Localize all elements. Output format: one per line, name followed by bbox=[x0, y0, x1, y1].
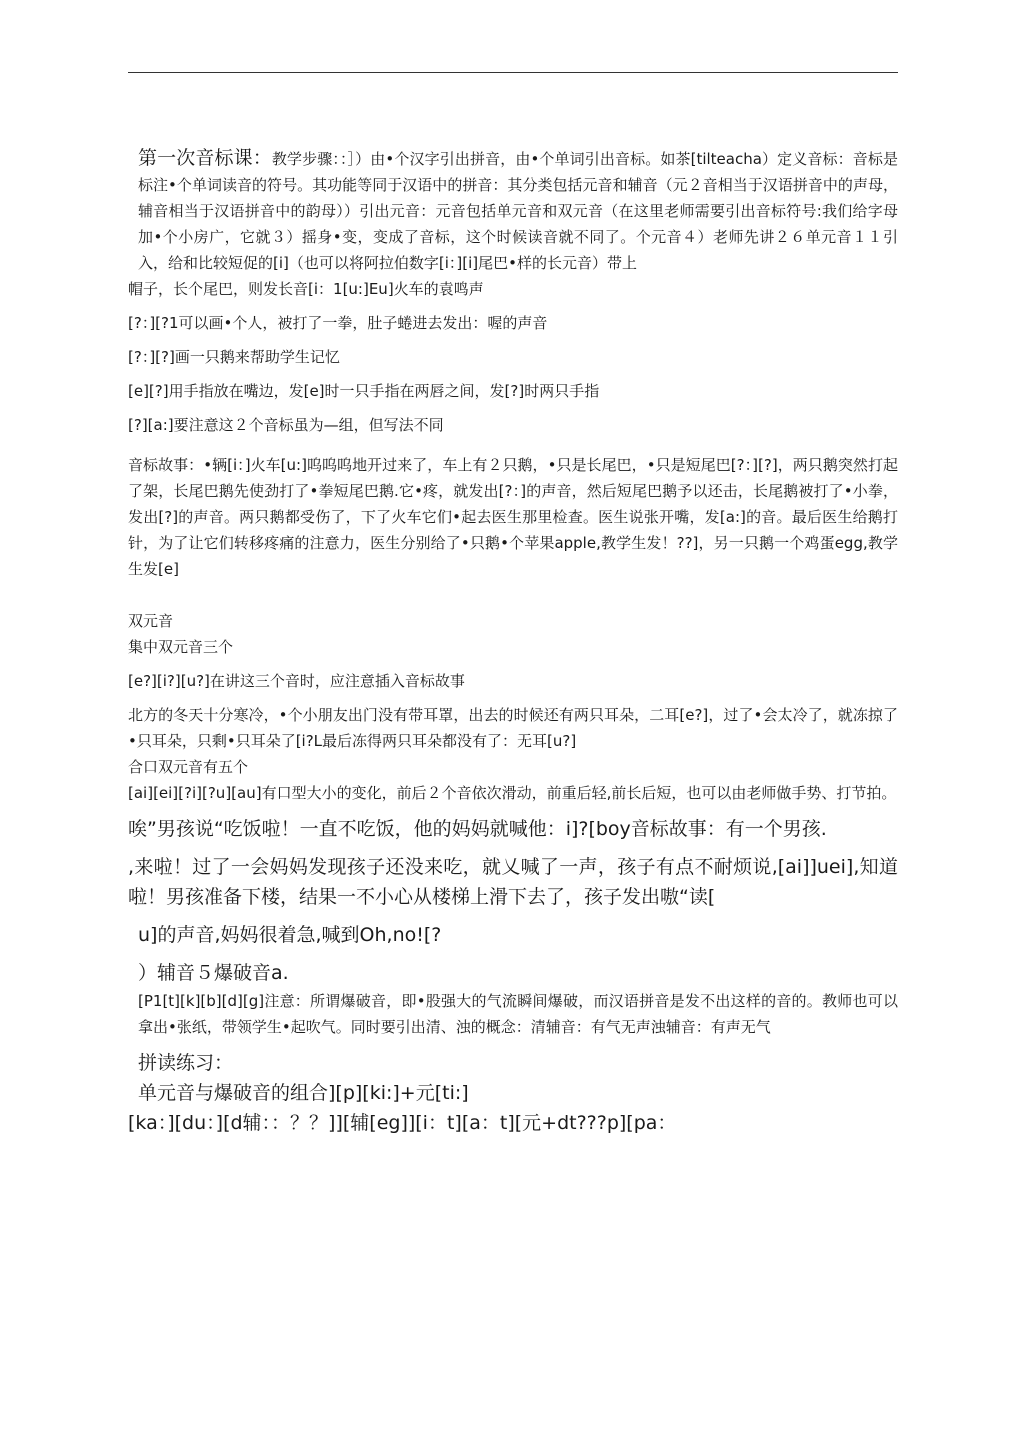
line-finger: [e][?]用手指放在嘴边，发[e]时一只手指在两唇之间，发[?]时两只手指 bbox=[128, 382, 600, 400]
practice-title: 拼读练习： bbox=[138, 1052, 234, 1074]
practice-line-2: [ka：][du：][d辅：：？？]][辅[eg]][i：t][a：t][元+dt???p][pa： bbox=[128, 1112, 677, 1134]
line-pair: [?][a:]要注意这２个音标虽为—组，但写法不同 bbox=[128, 416, 444, 434]
boy-story-part1: 唉”男孩说“吃饭啦！一直不吃饭，他的妈妈就喊他：i]?[boy音标故事：有一个男孩. bbox=[128, 818, 827, 840]
boy-story-part2: ,来啦！过了一会妈妈发现孩子还没来吃，就乂喊了一声，孩子有点不耐烦说,[ai]]uei],知道啦！男孩准备下楼，结果一不小心从楼梯上滑下去了，孩子发出嗷“读[ bbox=[128, 856, 898, 908]
winter-story: 北方的冬天十分寒冷，•个小朋友出门没有带耳罩，出去的时候还有两只耳朵，二耳[e?]，过了•会太冷了，就冻掠了•只耳朵，只剩•只耳朵了[i?L最后冻得两只耳朵都没有了：无耳[u?] bbox=[128, 706, 898, 750]
closing-diphthong-title: 合口双元音有五个 bbox=[128, 758, 249, 776]
practice-line-1: 单元音与爆破音的组合][p][ki:]+元[ti:] bbox=[138, 1082, 469, 1104]
plosive-line: [P1[t][k][b][d][g]注意：所谓爆破音，即•股强大的气流瞬间爆破，而汉语拼音是发不出这样的音的。教师也可以拿出•张纸，带领学生•起吹气。同时要引出清、浊的概念：清辅音：有气无声浊辅音：有声无气 bbox=[138, 992, 898, 1036]
central-diphthong-line: [e?][i?][u?]在讲这三个音时，应注意插入音标故事 bbox=[128, 672, 465, 690]
line-hat: 帽子，长个尾巴，则发长音[i：1[u:]Eu]火车的袁鸣声 bbox=[128, 280, 484, 298]
line-punch: [?：][?1可以画•个人，被打了一拳，肚子蜷进去发出：喔的声音 bbox=[128, 314, 548, 332]
intro-title: 第一次音标课： bbox=[138, 147, 272, 169]
central-diphthong-title: 集中双元音三个 bbox=[128, 638, 234, 656]
header-rule bbox=[128, 72, 898, 73]
document-body bbox=[128, 145, 898, 1138]
diphthong-title: 双元音 bbox=[128, 612, 174, 630]
consonant-title: ）辅音５爆破音a. bbox=[138, 962, 289, 984]
intro-body: 教学步骤：：］）由•个汉字引出拼音，由•个单词引出音标。如茶[tilteacha）定义音标：音标是标注•个单词读音的符号。其功能等同于汉语中的拼音：其分类包括元音和辅音（元２音相当于汉语拼音中的声母，辅音相当于汉语拼音中的韵母））引出元音：元音包括单元音和双元音（在这里老师需要引出音标符号:我们给字母加•个小房广，它就３）摇身•变，变成了音标，这个时候读音就不同了。个元音４）老师先讲２６单元音１１引入，给和比较短促的[i]（也可以将阿拉伯数字[i：][i]尾巴•样的长元音）带上 bbox=[138, 150, 898, 272]
boy-story-part3: u]的声音,妈妈很着急,喊到Oh,no![? bbox=[138, 924, 442, 946]
goose-story: 音标故事：•辆[i：]火车[u:]呜呜呜地开过来了，车上有２只鹅，•只是长尾巴，•只是短尾巴[?：][?]，两只鹅突然打起了架，长尾巴鹅先使劲打了•拳短尾巴鹅.它•疼，就发出[?：]的声音，然后短尾巴鹅予以还击，长尾鹅被打了•小拳，发出[?]的声音。两只鹅都受伤了，下了火车它们•起去医生那里检查。医生说张开嘴，发[a:]的音。最后医生给鹅打针，为了让它们转移疼痛的注意力，医生分别给了•只鹅•个苹果apple,教学生发！??]，另一只鹅一个鸡蛋egg,教学生发[e] bbox=[128, 456, 898, 578]
intro-paragraph bbox=[128, 145, 898, 276]
closing-diphthong-line: [ai][ei][?i][?u][au]有口型大小的变化，前后２个音依次滑动，前重后轻,前长后短，也可以由老师做手势、打节拍。 bbox=[128, 784, 897, 802]
line-goose: [?：][?]画一只鹅来帮助学生记忆 bbox=[128, 348, 340, 366]
